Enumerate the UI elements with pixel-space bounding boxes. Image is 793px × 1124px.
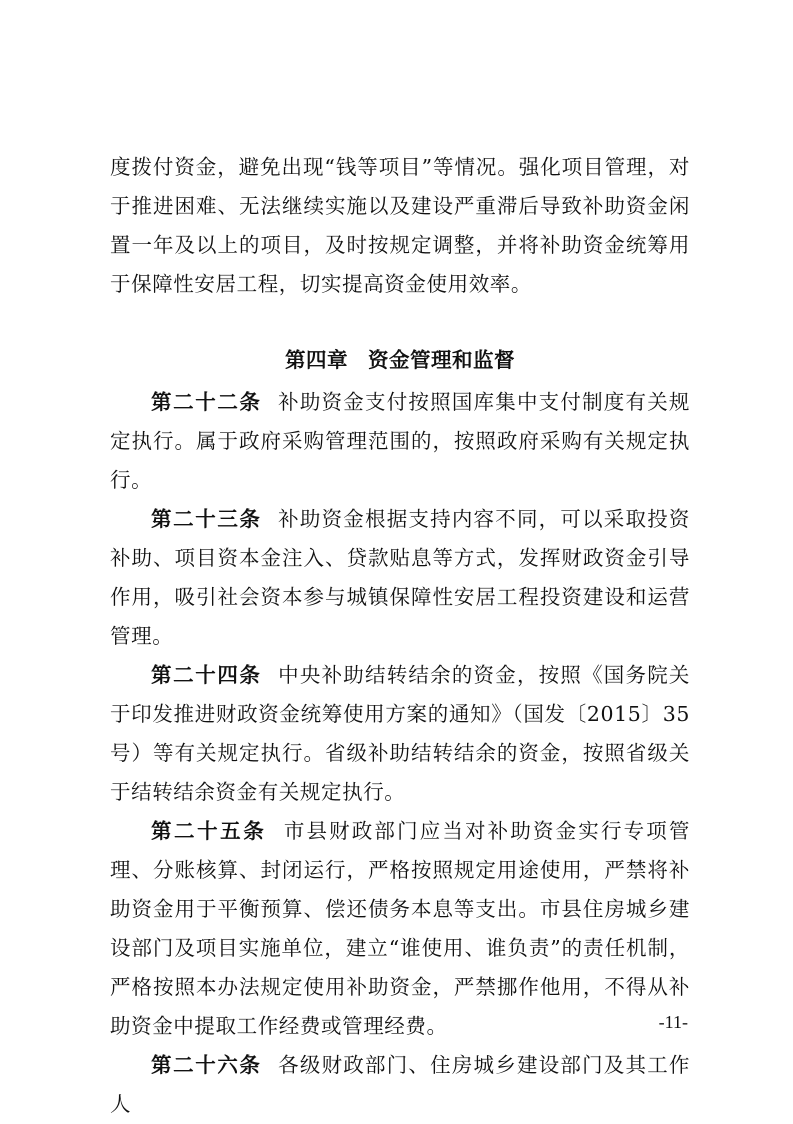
article-26: [110, 1046, 690, 1124]
intro-paragraph: 度拨付资金，避免出现“钱等项目”等情况。强化项目管理，对于推进困难、无法继续实施以及建设严重滞后导致补助资金闲置一年及以上的项目，及时按规定调整，并将补助资金统筹用于保障性安居工程，切实提高资金使用效率。: [110, 155, 690, 296]
chapter-title: 资金管理和监督: [368, 348, 515, 372]
article-23: [110, 500, 690, 656]
article-label: 第二十六条: [151, 1053, 262, 1077]
article-25: [110, 812, 690, 1046]
article-22: [110, 383, 690, 500]
page-number: -11-: [658, 1012, 688, 1032]
article-label: 第二十四条: [151, 663, 262, 687]
article-text: 中央补助结转结余的资金，按照《国务院关于印发推进财政资金统筹使用方案的通知》（国发〔2015〕35号）等有关规定执行。省级补助结转结余的资金，按照省级关于结转结余资金有关规定执行。: [110, 663, 690, 804]
article-label: 第二十二条: [151, 390, 262, 414]
article-text: 各级财政部门、住房城乡建设部门及其工作人: [110, 1053, 690, 1116]
article-text: 市县财政部门应当对补助资金实行专项管理、分账核算、封闭运行，严格按照规定用途使用，严禁将补助资金用于平衡预算、偿还债务本息等支出。市县住房城乡建设部门及项目实施单位，建立“谁使用、谁负责”的责任机制，严格按照本办法规定使用补助资金，严禁挪作他用，不得从补助资金中提取工作经费或管理经费。: [110, 819, 690, 1038]
chapter-heading: [110, 341, 690, 379]
article-text: 补助资金支付按照国库集中支付制度有关规定执行。属于政府采购管理范围的，按照政府采购有关规定执行。: [110, 390, 690, 492]
chapter-number: 第四章: [285, 348, 348, 372]
article-label: 第二十五条: [151, 819, 267, 843]
article-label: 第二十三条: [151, 507, 262, 531]
article-text: 补助资金根据支持内容不同，可以采取投资补助、项目资本金注入、贷款贴息等方式，发挥财政资金引导作用，吸引社会资本参与城镇保障性安居工程投资建设和运营管理。: [110, 507, 690, 648]
article-24: [110, 656, 690, 812]
document-body: [110, 148, 690, 1124]
